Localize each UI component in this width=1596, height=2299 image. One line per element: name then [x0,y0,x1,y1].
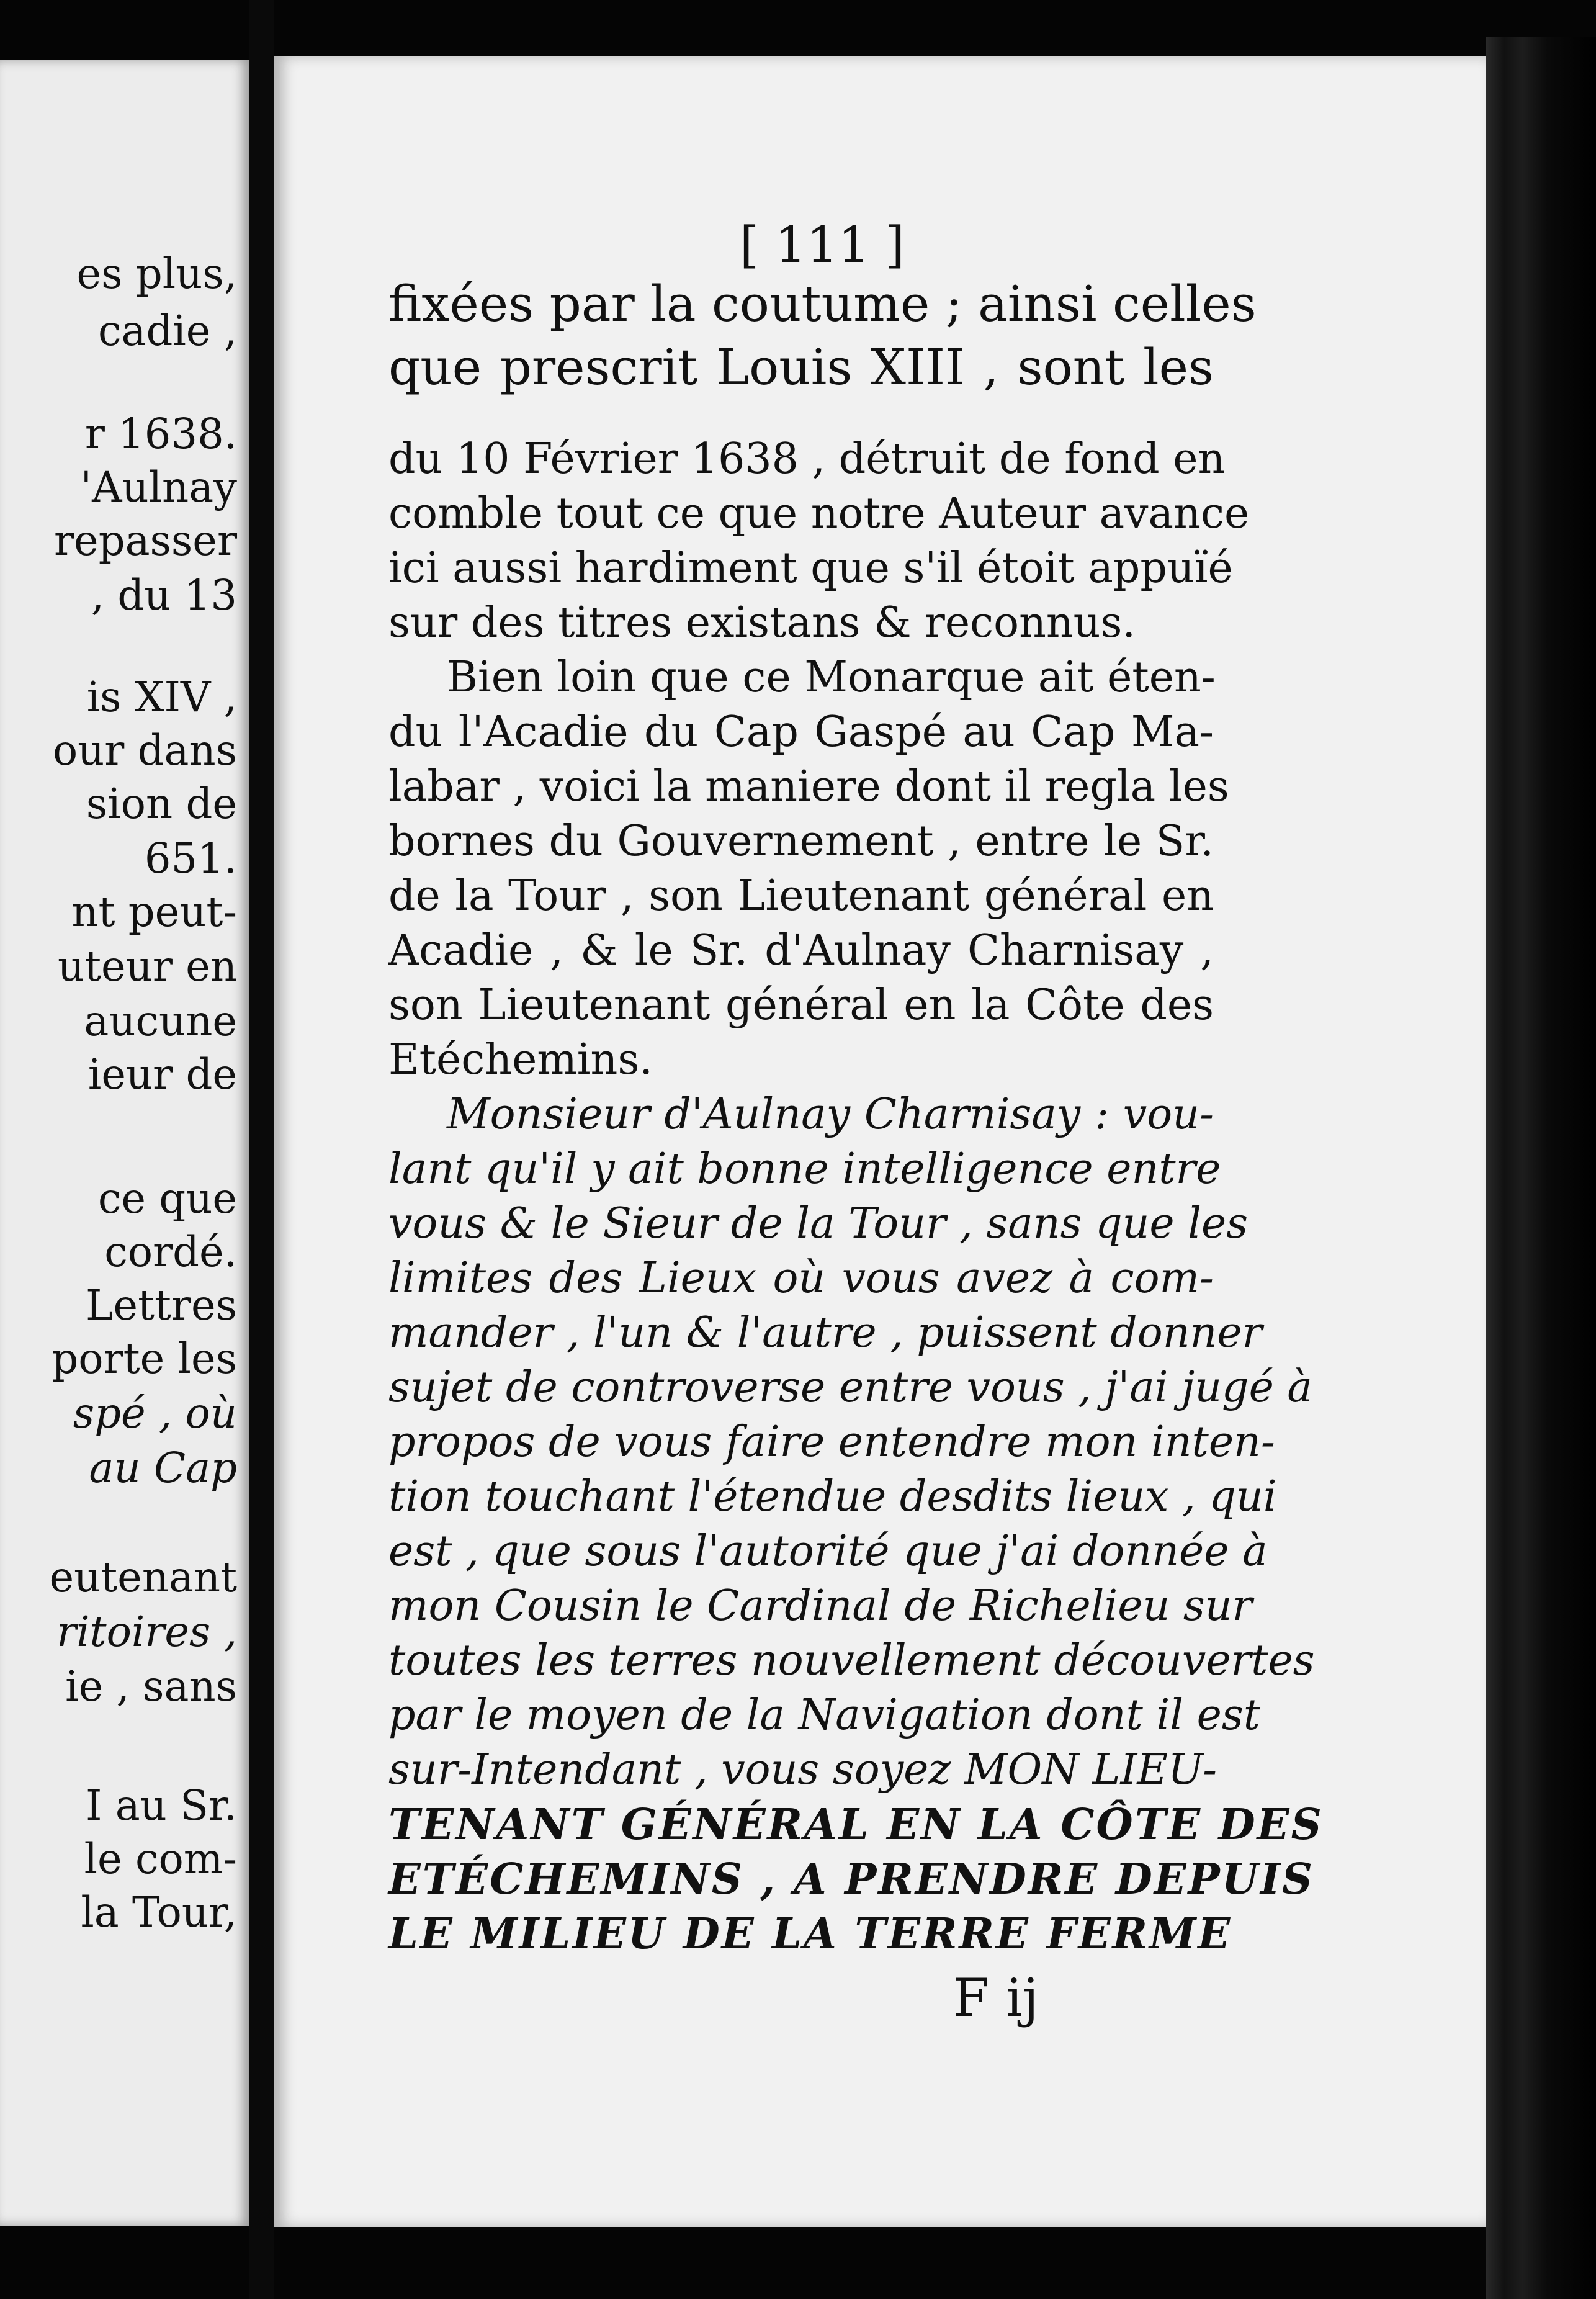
left-text-line: aucune [84,997,237,1045]
text-line: du 10 Février 1638 , détruit de fond en [388,434,1226,484]
page-number: [ 111 ] [740,216,905,274]
left-text-line: ritoires , [56,1608,237,1656]
text-line: toutes les terres nouvellement découvertes [388,1636,1315,1685]
left-text-line: le com- [84,1835,237,1883]
signature-mark: F ij [953,1968,1039,2028]
left-text-line: eutenant [49,1553,237,1601]
text-line: que prescrit Louis XIII , sont les [388,338,1214,396]
left-text-line: ie , sans [65,1662,237,1711]
text-line: lant qu'il y ait bonne intelligence entre [388,1145,1221,1194]
left-text-line: ce que [97,1174,237,1223]
text-line: par le moyen de la Navigation dont il est [388,1691,1261,1740]
text-line: Monsieur d'Aulnay Charnisay : vou- [447,1090,1214,1139]
left-text-line: porte les [52,1334,237,1383]
text-line: TENANT GÉNÉRAL EN LA CÔTE DES [388,1800,1324,1850]
text-line: Bien loin que ce Monarque ait éten- [447,653,1216,702]
left-text-line: au Cap [89,1444,237,1492]
text-line: sur des titres existans & reconnus. [388,598,1136,647]
text-line: du l'Acadie du Cap Gaspé au Cap Ma- [388,708,1214,757]
left-text-line: cadie , [97,307,237,355]
left-text-line: ieur de [87,1050,237,1099]
page-edge [1486,37,1596,2299]
left-text-line: , du 13 [91,571,237,619]
left-text-line: I au Sr. [85,1781,237,1830]
left-text-line: our dans [52,726,237,775]
text-line: mander , l'un & l'autre , puissent donner [388,1308,1263,1357]
left-text-line: la Tour, [81,1888,237,1937]
left-text-line: uteur en [57,942,237,991]
left-text-line: es plus, [76,250,237,298]
left-text-line: nt peut- [71,888,237,936]
text-line: ici aussi hardiment que s'il étoit appuïé [388,544,1233,593]
left-text-line: cordé. [104,1228,237,1276]
text-line: Etéchemins. [388,1035,653,1084]
left-text-line: 'Aulnay [80,463,237,511]
text-line: mon Cousin le Cardinal de Richelieu sur [388,1581,1253,1631]
left-text-line: repasser [54,516,237,565]
text-line: est , que sous l'autorité que j'ai donnée à [388,1527,1268,1576]
book-gutter [249,0,274,2299]
text-line: labar , voici la maniere dont il regla les [388,762,1229,811]
text-line: bornes du Gouvernement , entre le Sr. [388,817,1214,866]
text-line: limites des Lieux où vous avez à com- [388,1254,1214,1303]
text-line: sujet de controverse entre vous , j'ai jugé à [388,1363,1312,1412]
text-line: Acadie , & le Sr. d'Aulnay Charnisay , [388,926,1214,975]
left-text-line: sion de [86,780,237,828]
text-line: propos de vous faire entendre mon inten- [388,1418,1275,1467]
text-line: LE MILIEU DE LA TERRE FERME [388,1909,1232,1959]
left-page [0,60,249,2226]
left-text-line: spé , où [73,1389,237,1437]
left-text-line: 651. [144,834,237,883]
text-line: ETÉCHEMINS , A PRENDRE DEPUIS [388,1855,1315,1904]
text-line: sur-Intendant , vous soyez MON LIEU- [388,1745,1217,1794]
left-text-line: r 1638. [84,410,237,458]
text-line: fixées par la coutume ; ainsi celles [388,275,1257,333]
left-text-line: Lettres [85,1281,237,1329]
text-line: vous & le Sieur de la Tour , sans que les [388,1199,1249,1248]
left-text-line: is XIV , [86,673,237,721]
text-line: tion touchant l'étendue desdits lieux , qui [388,1472,1277,1521]
text-line: de la Tour , son Lieutenant général en [388,871,1214,920]
text-line: son Lieutenant général en la Côte des [388,981,1214,1030]
text-line: comble tout ce que notre Auteur avance [388,489,1250,538]
